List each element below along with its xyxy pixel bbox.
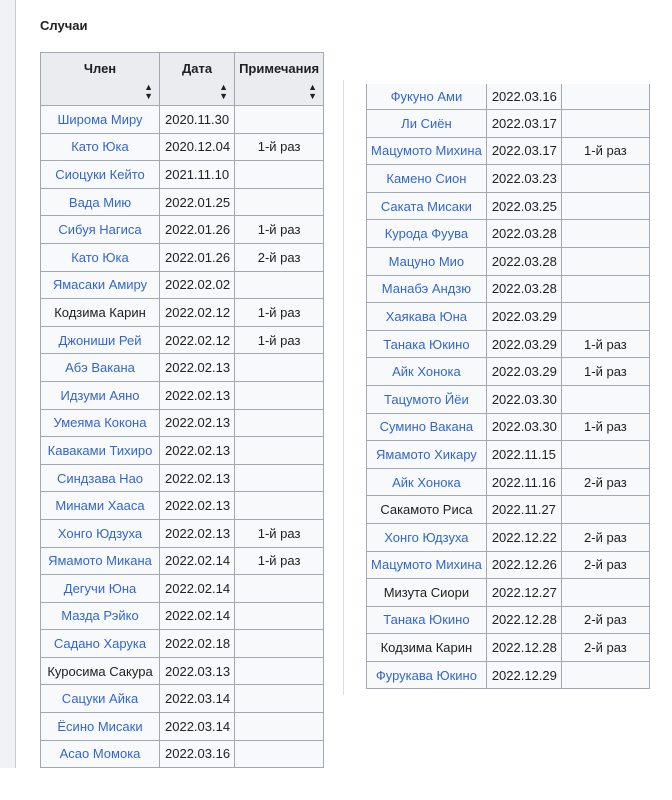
- member-link[interactable]: Кодзима Карин: [367, 634, 487, 662]
- table-body-right: [367, 84, 650, 689]
- note-cell: [235, 602, 324, 630]
- table-row: [41, 713, 324, 741]
- table-row: [367, 275, 650, 303]
- column-header-date[interactable]: [160, 53, 235, 106]
- note-cell: 1-й раз: [235, 519, 324, 547]
- table-row: [41, 437, 324, 465]
- note-cell: 2-й раз: [235, 243, 324, 271]
- date-cell: 2022.03.14: [160, 685, 235, 713]
- date-cell: 2022.02.12: [160, 326, 235, 354]
- table-row: [367, 634, 650, 662]
- table-row: [41, 547, 324, 575]
- note-cell: [561, 441, 649, 469]
- date-cell: 2022.02.12: [160, 299, 235, 327]
- date-cell: 2022.03.30: [486, 385, 561, 413]
- member-link[interactable]: Сумино Вакана: [367, 413, 487, 441]
- date-cell: 2022.12.28: [486, 606, 561, 634]
- member-link[interactable]: Сиоцуки Кейто: [41, 161, 160, 189]
- member-link[interactable]: Курода Фуува: [367, 220, 487, 248]
- date-cell: 2022.02.13: [160, 409, 235, 437]
- table-row: [367, 413, 650, 441]
- table-row: [367, 247, 650, 275]
- member-link[interactable]: Асао Момока: [41, 740, 160, 768]
- member-link[interactable]: Джониши Рей: [41, 326, 160, 354]
- member-link[interactable]: Манабэ Андзю: [367, 275, 487, 303]
- date-cell: 2022.02.14: [160, 602, 235, 630]
- note-cell: 1-й раз: [235, 299, 324, 327]
- table-body-left: [41, 106, 324, 768]
- note-cell: [235, 381, 324, 409]
- member-link[interactable]: Широма Миру: [41, 106, 160, 134]
- date-cell: 2022.03.16: [160, 740, 235, 768]
- member-link[interactable]: Хонго Юдзуха: [367, 523, 487, 551]
- note-cell: [561, 661, 649, 689]
- date-cell: 2022.12.27: [486, 579, 561, 607]
- column-separator: [343, 80, 344, 695]
- table-row: [41, 381, 324, 409]
- member-link[interactable]: Кодзима Карин: [41, 299, 160, 327]
- note-cell: 2-й раз: [561, 551, 649, 579]
- date-cell: 2022.03.28: [486, 247, 561, 275]
- table-row: [367, 137, 650, 165]
- member-link[interactable]: Идзуми Аяно: [41, 381, 160, 409]
- note-cell: [561, 303, 649, 331]
- note-cell: [561, 579, 649, 607]
- table-row: [41, 354, 324, 382]
- date-cell: 2022.03.17: [486, 110, 561, 138]
- date-cell: 2022.03.30: [486, 413, 561, 441]
- table-row: [367, 496, 650, 524]
- table-row: [41, 492, 324, 520]
- note-cell: [235, 630, 324, 658]
- cases-table-left: [40, 52, 324, 768]
- date-cell: 2022.03.29: [486, 358, 561, 386]
- table-row: [367, 220, 650, 248]
- date-cell: 2022.02.13: [160, 492, 235, 520]
- member-link[interactable]: Фукуно Ами: [367, 84, 487, 110]
- member-link[interactable]: Мазда Рэйко: [41, 602, 160, 630]
- member-link[interactable]: Ёсино Мисаки: [41, 713, 160, 741]
- member-link[interactable]: Минами Хааса: [41, 492, 160, 520]
- date-cell: 2022.11.27: [486, 496, 561, 524]
- note-cell: 1-й раз: [561, 330, 649, 358]
- table-row: [367, 523, 650, 551]
- note-cell: [235, 106, 324, 134]
- note-cell: [235, 657, 324, 685]
- member-link[interactable]: Като Юка: [41, 243, 160, 271]
- column-header-label: Примечания: [239, 61, 320, 76]
- date-cell: 2022.11.15: [486, 441, 561, 469]
- date-cell: 2022.12.29: [486, 661, 561, 689]
- member-link[interactable]: Вада Мию: [41, 188, 160, 216]
- date-cell: 2022.03.14: [160, 713, 235, 741]
- date-cell: 2022.02.13: [160, 519, 235, 547]
- column-header-label: Дата: [181, 61, 213, 76]
- table-row: [367, 551, 650, 579]
- note-cell: [561, 220, 649, 248]
- note-cell: [561, 165, 649, 193]
- table-row: [41, 740, 324, 768]
- sort-arrows-icon[interactable]: ▲ ▼: [219, 82, 229, 101]
- date-cell: 2022.01.26: [160, 216, 235, 244]
- table-row: [41, 161, 324, 189]
- note-cell: [561, 192, 649, 220]
- member-link[interactable]: Ли Сиён: [367, 110, 487, 138]
- sort-arrows-icon[interactable]: ▲ ▼: [144, 82, 153, 101]
- table-row: [367, 385, 650, 413]
- member-link[interactable]: Айк Хонока: [367, 468, 487, 496]
- table-row: [367, 606, 650, 634]
- date-cell: 2022.02.13: [160, 464, 235, 492]
- member-link[interactable]: Ямамото Хикару: [367, 441, 487, 469]
- table-row: [367, 468, 650, 496]
- date-cell: 2022.03.13: [160, 657, 235, 685]
- table-row: [41, 464, 324, 492]
- table-row: [367, 441, 650, 469]
- member-link[interactable]: Сакамото Риса: [367, 496, 487, 524]
- note-cell: [561, 496, 649, 524]
- date-cell: 2022.11.16: [486, 468, 561, 496]
- date-cell: 2021.11.10: [160, 161, 235, 189]
- table-row: [41, 685, 324, 713]
- date-cell: 2022.02.14: [160, 547, 235, 575]
- note-cell: 2-й раз: [561, 468, 649, 496]
- date-cell: 2022.02.02: [160, 271, 235, 299]
- note-cell: [235, 437, 324, 465]
- note-cell: [235, 492, 324, 520]
- member-link[interactable]: Айк Хонока: [367, 358, 487, 386]
- member-link[interactable]: Камено Сион: [367, 165, 487, 193]
- table-row: [41, 299, 324, 327]
- note-cell: [235, 575, 324, 603]
- member-link[interactable]: Сибуя Нагиса: [41, 216, 160, 244]
- member-link[interactable]: Фурукава Юкино: [367, 661, 487, 689]
- date-cell: 2022.03.17: [486, 137, 561, 165]
- table-header-row: [41, 53, 324, 106]
- member-link[interactable]: Куросима Сакура: [41, 657, 160, 685]
- note-cell: [235, 188, 324, 216]
- member-link[interactable]: Саката Мисаки: [367, 192, 487, 220]
- date-cell: 2022.12.28: [486, 634, 561, 662]
- date-cell: 2020.11.30: [160, 106, 235, 134]
- member-link[interactable]: Умеяма Кокона: [41, 409, 160, 437]
- member-link[interactable]: Абэ Вакана: [41, 354, 160, 382]
- member-link[interactable]: Мацумото Михина: [367, 137, 487, 165]
- table-row: [41, 630, 324, 658]
- column-header-notes[interactable]: [235, 53, 324, 106]
- note-cell: [561, 247, 649, 275]
- note-cell: [561, 275, 649, 303]
- note-cell: [235, 464, 324, 492]
- member-link[interactable]: Дегучи Юна: [41, 575, 160, 603]
- table-row: [367, 303, 650, 331]
- section-heading: Случаи: [40, 18, 88, 33]
- left-panel-strip: [0, 0, 15, 768]
- table-row: [41, 243, 324, 271]
- note-cell: [561, 110, 649, 138]
- table-row: [41, 216, 324, 244]
- note-cell: [235, 409, 324, 437]
- table-row: [41, 519, 324, 547]
- note-cell: [235, 271, 324, 299]
- note-cell: 2-й раз: [561, 606, 649, 634]
- table-row: [367, 661, 650, 689]
- date-cell: 2022.03.29: [486, 330, 561, 358]
- member-link[interactable]: Ямамото Микана: [41, 547, 160, 575]
- table-row: [367, 192, 650, 220]
- member-link[interactable]: Каваками Тихиро: [41, 437, 160, 465]
- member-link[interactable]: Мацумото Михина: [367, 551, 487, 579]
- note-cell: 1-й раз: [561, 358, 649, 386]
- member-link[interactable]: Сацуки Айка: [41, 685, 160, 713]
- member-link[interactable]: Танака Юкино: [367, 330, 487, 358]
- column-header-member[interactable]: [41, 53, 160, 106]
- note-cell: [235, 161, 324, 189]
- note-cell: [235, 685, 324, 713]
- cases-table-right: [366, 84, 650, 689]
- date-cell: 2022.02.14: [160, 575, 235, 603]
- member-link[interactable]: Хаякава Юна: [367, 303, 487, 331]
- note-cell: [561, 385, 649, 413]
- date-cell: 2022.02.13: [160, 381, 235, 409]
- note-cell: [235, 354, 324, 382]
- member-link[interactable]: Хонго Юдзуха: [41, 519, 160, 547]
- table-row: [41, 133, 324, 161]
- table-row: [367, 110, 650, 138]
- date-cell: 2020.12.04: [160, 133, 235, 161]
- note-cell: 1-й раз: [561, 413, 649, 441]
- date-cell: 2022.03.28: [486, 275, 561, 303]
- date-cell: 2022.12.22: [486, 523, 561, 551]
- table-row: [367, 330, 650, 358]
- table-row: [367, 579, 650, 607]
- member-link[interactable]: Ямасаки Амиру: [41, 271, 160, 299]
- table-row: [41, 106, 324, 134]
- member-link[interactable]: Садано Харука: [41, 630, 160, 658]
- date-cell: 2022.03.29: [486, 303, 561, 331]
- member-link[interactable]: Като Юка: [41, 133, 160, 161]
- date-cell: 2022.02.13: [160, 354, 235, 382]
- date-cell: 2022.01.25: [160, 188, 235, 216]
- table-row: [41, 657, 324, 685]
- member-link[interactable]: Мацуно Мио: [367, 247, 487, 275]
- table-row: [41, 602, 324, 630]
- member-link[interactable]: Синдзава Нао: [41, 464, 160, 492]
- note-cell: [235, 740, 324, 768]
- note-cell: 1-й раз: [235, 547, 324, 575]
- table-row: [41, 271, 324, 299]
- note-cell: 1-й раз: [235, 133, 324, 161]
- member-link[interactable]: Тацумото Йёи: [367, 385, 487, 413]
- date-cell: 2022.02.13: [160, 437, 235, 465]
- note-cell: 1-й раз: [235, 216, 324, 244]
- date-cell: 2022.02.18: [160, 630, 235, 658]
- note-cell: 2-й раз: [561, 634, 649, 662]
- table-row: [367, 358, 650, 386]
- sort-arrows-icon[interactable]: ▲ ▼: [308, 82, 318, 101]
- date-cell: 2022.01.26: [160, 243, 235, 271]
- date-cell: 2022.03.16: [486, 84, 561, 110]
- note-cell: 1-й раз: [561, 137, 649, 165]
- note-cell: 2-й раз: [561, 523, 649, 551]
- date-cell: 2022.03.25: [486, 192, 561, 220]
- left-panel-divider: [15, 0, 16, 768]
- date-cell: 2022.03.28: [486, 220, 561, 248]
- member-link[interactable]: Мизута Сиори: [367, 579, 487, 607]
- table-row: [367, 165, 650, 193]
- table-row: [367, 84, 650, 110]
- column-header-label: Член: [83, 61, 117, 76]
- note-cell: [235, 713, 324, 741]
- table-row: [41, 575, 324, 603]
- table-row: [41, 188, 324, 216]
- note-cell: [561, 84, 649, 110]
- date-cell: 2022.03.23: [486, 165, 561, 193]
- table-row: [41, 326, 324, 354]
- table-row: [41, 409, 324, 437]
- date-cell: 2022.12.26: [486, 551, 561, 579]
- member-link[interactable]: Танака Юкино: [367, 606, 487, 634]
- note-cell: 1-й раз: [235, 326, 324, 354]
